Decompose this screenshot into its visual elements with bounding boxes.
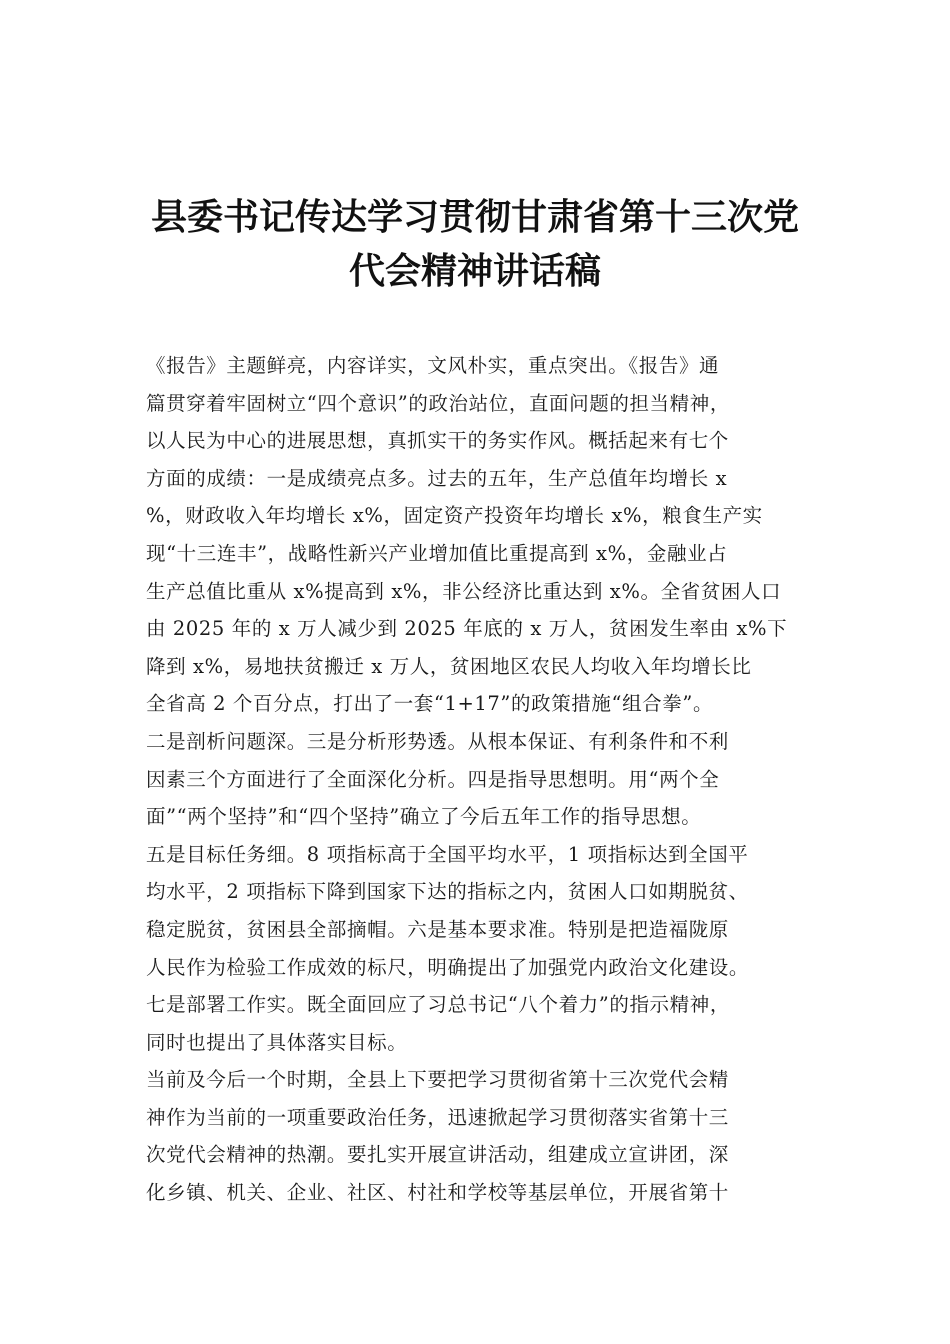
body-line: 篇贯穿着牢固树立“四个意识”的政治站位，直面问题的担当精神，	[146, 391, 730, 415]
body-line: 《报告》主题鲜亮，内容详实，文风朴实，重点突出。《报告》通	[146, 354, 720, 377]
body-line: 神作为当前的一项重要政治任务，迅速掀起学习贯彻落实省第十三	[146, 1105, 729, 1129]
body-line: %，财政收入年均增长 x%，固定资产投资年均增长 x%，粮食生产实	[146, 504, 763, 528]
body-line: 次党代会精神的热潮。要扎实开展宣讲活动，组建成立宣讲团，深	[146, 1143, 729, 1167]
body-line: 稳定脱贫，贫困县全部摘帽。六是基本要求准。特别是把造福陇原	[146, 917, 729, 941]
body-line: 现“十三连丰”，战略性新兴产业增加值比重提高到 x%，金融业占	[146, 541, 728, 565]
body-line: 七是部署工作实。既全面回应了习总书记“八个着力”的指示精神，	[146, 993, 730, 1017]
body-line: 降到 x%，易地扶贫搬迁 x 万人，贫困地区农民人均收入年均增长比	[146, 654, 752, 678]
body-line: 方面的成绩：一是成绩亮点多。过去的五年，生产总值年均增长 x	[146, 466, 728, 490]
body-line: 面”“两个坚持”和“四个坚持”确立了今后五年工作的指导思想。	[146, 805, 702, 829]
body-line: 二是剖析问题深。三是分析形势透。从根本保证、有利条件和不利	[146, 729, 729, 753]
body-line: 由 2025 年的 x 万人减少到 2025 年底的 x 万人，贫困发生率由 x%下	[146, 617, 788, 641]
body-line: 因素三个方面进行了全面深化分析。四是指导思想明。用“两个全	[146, 767, 720, 791]
body-line: 生产总值比重从 x%提高到 x%，非公经济比重达到 x%。全省贫困人口	[146, 579, 782, 603]
body-line: 以人民为中心的进展思想，真抓实干的务实作风。概括起来有七个	[146, 429, 729, 453]
body-line: 五是目标任务细。8 项指标高于全国平均水平，1 项指标达到全国平	[146, 842, 749, 866]
title-line: 代会精神讲话稿	[348, 250, 601, 292]
body-line: 当前及今后一个时期，全县上下要把学习贯彻省第十三次党代会精	[146, 1068, 729, 1092]
body-line: 全省高 2 个百分点，打出了一套“1+17”的政策措施“组合拳”。	[146, 692, 714, 716]
body-line: 人民作为检验工作成效的标尺，明确提出了加强党内政治文化建设。	[146, 955, 750, 979]
body-line: 化乡镇、机关、企业、社区、村社和学校等基层单位，开展省第十	[146, 1181, 729, 1205]
body-line: 同时也提出了具体落实目标。	[146, 1030, 408, 1054]
title-line: 县委书记传达学习贯彻甘肃省第十三次党	[150, 196, 799, 238]
body-line: 均水平，2 项指标下降到国家下达的指标之内，贫困人口如期脱贫、	[146, 880, 749, 904]
document-title	[0, 190, 950, 298]
document-body	[146, 347, 826, 1212]
